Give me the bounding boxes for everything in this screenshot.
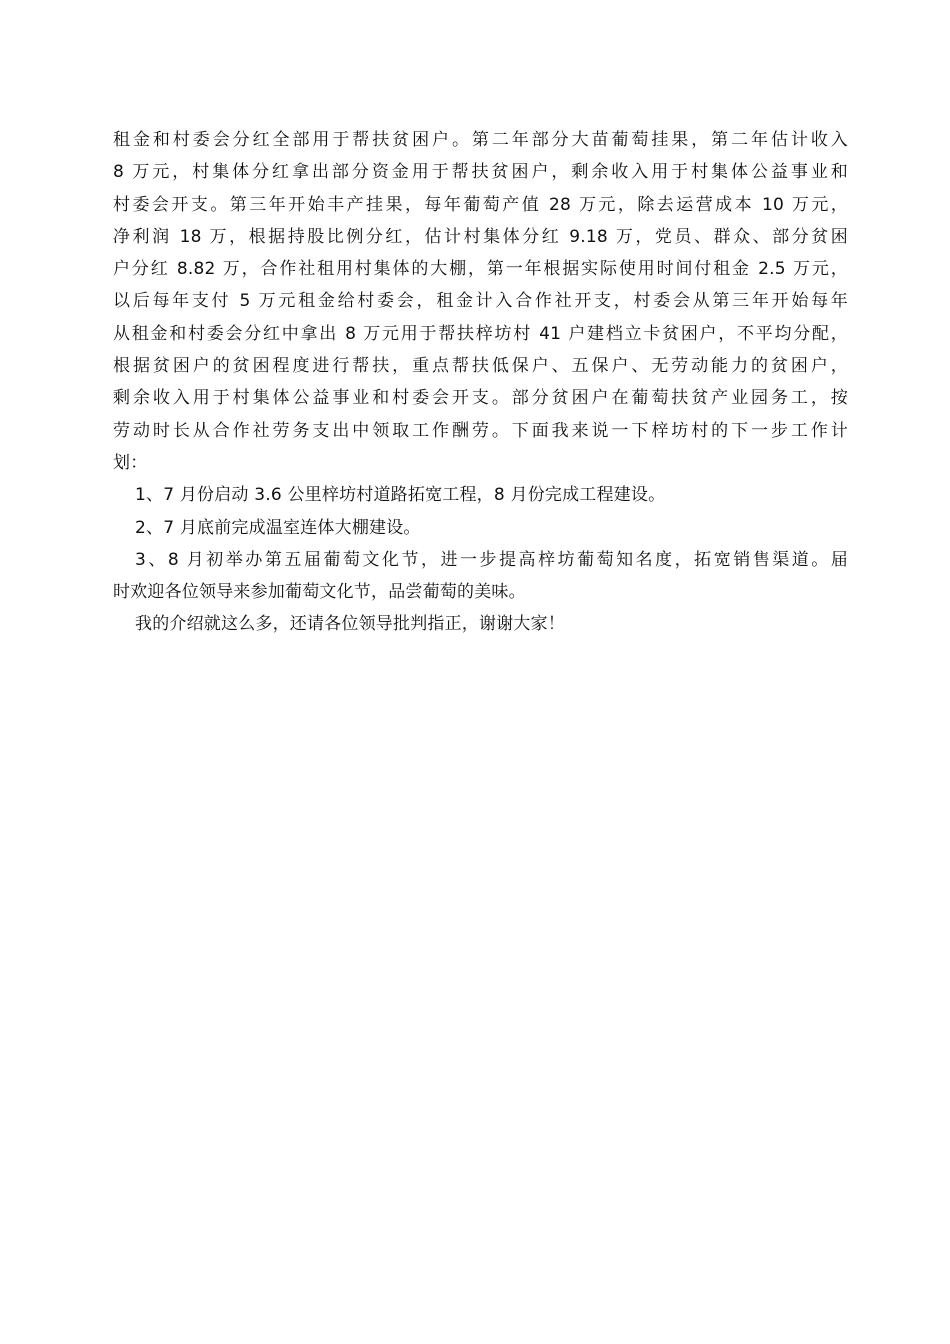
text-line: 租金和村委会分红全部用于帮扶贫困户。第二年部分大苗葡萄挂果，第二年估计收入 bbox=[113, 130, 848, 150]
plan-item-continuation: 时欢迎各位领导来参加葡萄文化节，品尝葡萄的美味。 bbox=[113, 582, 526, 603]
text-line: 户分红 8.82 万，合作社租用村集体的大棚，第一年根据实际使用时间付租金 2.5 万元， bbox=[113, 259, 848, 280]
text-line: 根据贫困户的贫困程度进行帮扶，重点帮扶低保户、五保户、无劳动能力的贫困户， bbox=[113, 356, 848, 377]
text-line: 以后每年支付 5 万元租金给村委会，租金计入合作社开支，村委会从第三年开始每年 bbox=[113, 291, 848, 312]
plan-item: 1、7 月份启动 3.6 公里梓坊村道路拓宽工程，8 月份完成工程建设。 bbox=[135, 485, 666, 506]
closing-remark: 我的介绍就这么多，还请各位领导批判指正，谢谢大家！ bbox=[135, 614, 565, 635]
document-body bbox=[113, 124, 848, 641]
text-line: 劳动时长从合作社劳务支出中领取工作酬劳。下面我来说一下梓坊村的下一步工作计 bbox=[113, 420, 848, 441]
text-line: 村委会开支。第三年开始丰产挂果，每年葡萄产值 28 万元，除去运营成本 10 万元， bbox=[113, 194, 848, 215]
text-line: 剩余收入用于村集体公益事业和村委会开支。部分贫困户在葡萄扶贫产业园务工，按 bbox=[113, 388, 848, 409]
text-line: 从租金和村委会分红中拿出 8 万元用于帮扶梓坊村 41 户建档立卡贫困户，不平均分配， bbox=[113, 323, 848, 344]
plan-item: 3、8 月初举办第五届葡萄文化节，进一步提高梓坊葡萄知名度，拓宽销售渠道。届 bbox=[135, 549, 848, 570]
plan-item: 2、7 月底前完成温室连体大棚建设。 bbox=[135, 517, 421, 538]
text-line: 净利润 18 万，根据持股比例分红，估计村集体分红 9.18 万，党员、群众、部分贫困 bbox=[113, 226, 848, 247]
text-line: 8 万元，村集体分红拿出部分资金用于帮扶贫困户，剩余收入用于村集体公益事业和 bbox=[113, 162, 848, 183]
paragraph-continuation bbox=[113, 124, 848, 479]
text-line: 划： bbox=[113, 452, 148, 473]
work-plan-list bbox=[113, 479, 848, 608]
